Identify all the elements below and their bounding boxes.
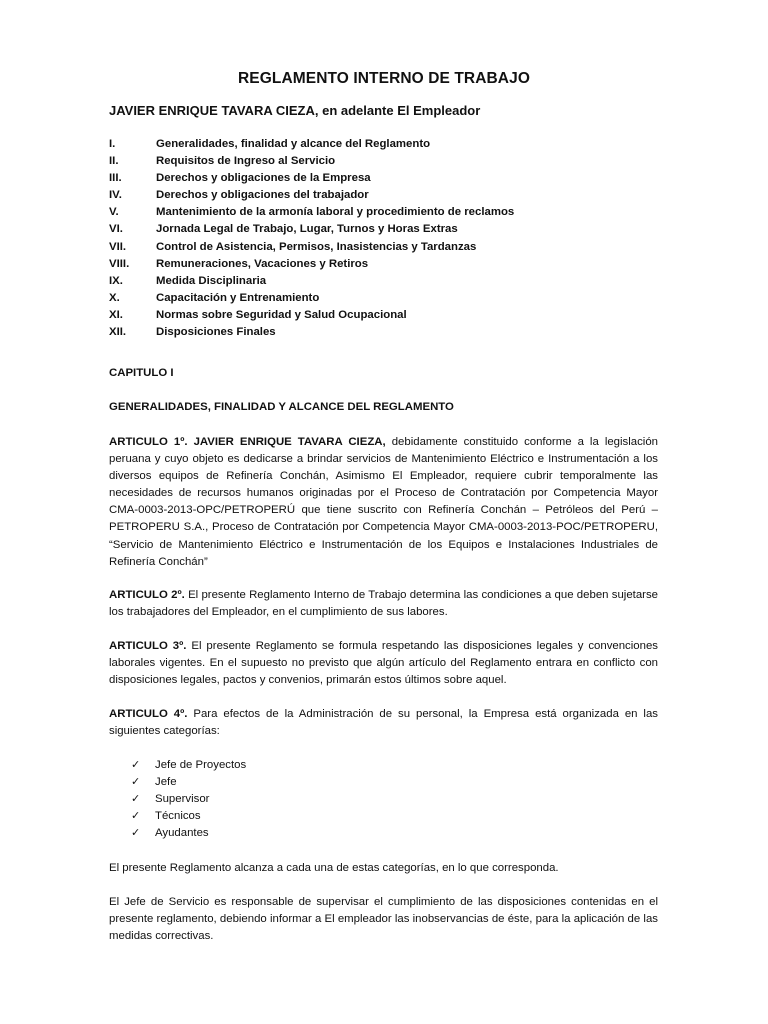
toc-number: III. (109, 172, 122, 185)
article-text: debidamente constituido conforme a la legislación peruana y cuyo objeto es dedicarse a brindar servicios de Mantenimiento Eléctrico e Instrumentación a los diversos equipos de Refinería Conchán, Asimismo El Empleador, requiere cubrir temporalmente las necesidades de recursos humanos originadas por el Proceso de Contratación por Competencia Mayor CMA-0003-2013-OPC/PETROPERÚ que tiene suscrito con Refinería Conchán – Petróleos del Perú – PETROPERU S.A., Proceso de Contratación por Competencia Mayor CMA-0003-2013-POC/PETROPERU, “Servicio de Mantenimiento Eléctrico e Instrumentación de los Equipos e Instalaciones Industriales de Refinería Conchán” (109, 436, 659, 568)
toc-number: IX. (109, 274, 123, 287)
toc-number: VIII. (109, 257, 130, 270)
toc-text: Generalidades, finalidad y alcance del Reglamento (156, 138, 431, 150)
category-label: Supervisor (155, 793, 210, 806)
toc-text: Derechos y obligaciones de la Empresa (156, 172, 371, 185)
article-4 (109, 706, 658, 740)
toc-item (109, 187, 669, 204)
toc-item (109, 290, 669, 307)
toc-number: V. (109, 206, 119, 219)
article-2 (109, 587, 658, 621)
article-bold-name: JAVIER ENRIQUE TAVARA CIEZA, (193, 436, 386, 448)
closing-paragraph-2: El Jefe de Servicio es responsable de supervisar el cumplimiento de las disposiciones contenidas en el presente reglamento, debiendo informar a El empleador las inobservancias de éste, para la aplicación de las medidas correctivas. (109, 896, 658, 943)
toc-item (109, 153, 669, 170)
list-item (131, 791, 246, 808)
toc-item (109, 204, 669, 221)
checkmark-icon: ✓ (131, 827, 141, 840)
chapter-heading: CAPITULO I (109, 367, 174, 379)
list-item (131, 757, 246, 774)
toc-item (109, 273, 669, 290)
toc-number: IV. (109, 189, 122, 202)
checkmark-icon: ✓ (131, 776, 141, 789)
toc-text: Control de Asistencia, Permisos, Inasistencias y Tardanzas (156, 240, 477, 253)
article-1 (109, 434, 658, 571)
employer-line (109, 103, 480, 118)
toc-number: VII. (109, 240, 127, 253)
document-title: REGLAMENTO INTERNO DE TRABAJO (238, 70, 530, 87)
checkmark-icon: ✓ (131, 793, 141, 806)
toc-text: Derechos y obligaciones del trabajador (156, 189, 369, 202)
employer-name: JAVIER ENRIQUE TAVARA CIEZA, (109, 103, 319, 118)
toc-number: VI. (109, 223, 123, 236)
toc-item (109, 256, 669, 273)
toc-number: I. (109, 138, 116, 150)
toc-number: XI. (109, 308, 123, 321)
checkmark-icon: ✓ (131, 759, 141, 771)
toc-text: Capacitación y Entrenamiento (156, 291, 320, 304)
toc-text: Disposiciones Finales (156, 326, 276, 339)
checkmark-icon: ✓ (131, 810, 141, 823)
category-label: Ayudantes (155, 827, 209, 840)
toc-text: Jornada Legal de Trabajo, Lugar, Turnos y Horas Extras (156, 223, 458, 236)
toc-text: Mantenimiento de la armonía laboral y procedimiento de reclamos (156, 206, 515, 219)
category-list (131, 757, 246, 842)
toc-text: Remuneraciones, Vacaciones y Retiros (156, 257, 369, 270)
closing-paragraph-1: El presente Reglamento alcanza a cada una de estas categorías, en lo que corresponda. (109, 862, 559, 874)
toc-item (109, 221, 669, 238)
article-3 (109, 638, 658, 689)
toc-number: XII. (109, 326, 127, 339)
toc-item (109, 239, 669, 256)
list-item (131, 808, 246, 825)
article-label: ARTICULO 2º. (109, 589, 185, 601)
toc-number: X. (109, 291, 120, 304)
toc-item (109, 307, 669, 324)
toc-text: Normas sobre Seguridad y Salud Ocupacional (156, 308, 407, 321)
toc-item (109, 136, 669, 153)
toc-text: Requisitos de Ingreso al Servicio (156, 155, 336, 168)
category-label: Técnicos (155, 810, 201, 823)
employer-suffix: en adelante El Empleador (322, 103, 481, 118)
chapter-title: GENERALIDADES, FINALIDAD Y ALCANCE DEL REGLAMENTO (109, 401, 454, 413)
article-label: ARTICULO 1º. (109, 436, 188, 448)
article-label: ARTICULO 4º. (109, 708, 188, 720)
article-label: ARTICULO 3º. (109, 640, 187, 652)
article-text: Para efectos de la Administración de su personal, la Empresa está organizada en las siguientes categorías: (109, 708, 658, 738)
toc-item (109, 170, 669, 187)
toc-item (109, 324, 669, 341)
table-of-contents (109, 136, 669, 341)
article-text: El presente Reglamento Interno de Trabajo determina las condiciones a que deben sujetarse los trabajadores del Empleador, en el cumplimiento de sus labores. (109, 589, 658, 619)
list-item (131, 825, 246, 842)
list-item (131, 774, 246, 791)
category-label: Jefe de Proyectos (155, 759, 247, 771)
category-label: Jefe (155, 776, 177, 789)
toc-text: Medida Disciplinaria (156, 274, 267, 287)
toc-number: II. (109, 155, 119, 168)
article-text: El presente Reglamento se formula respetando las disposiciones legales y convenciones laborales vigentes. En el supuesto no previsto que algún artículo del Reglamento entrara en conflicto con disposiciones legales, pactos y convenios, primarán estos últimos sobre aquel. (109, 640, 658, 687)
